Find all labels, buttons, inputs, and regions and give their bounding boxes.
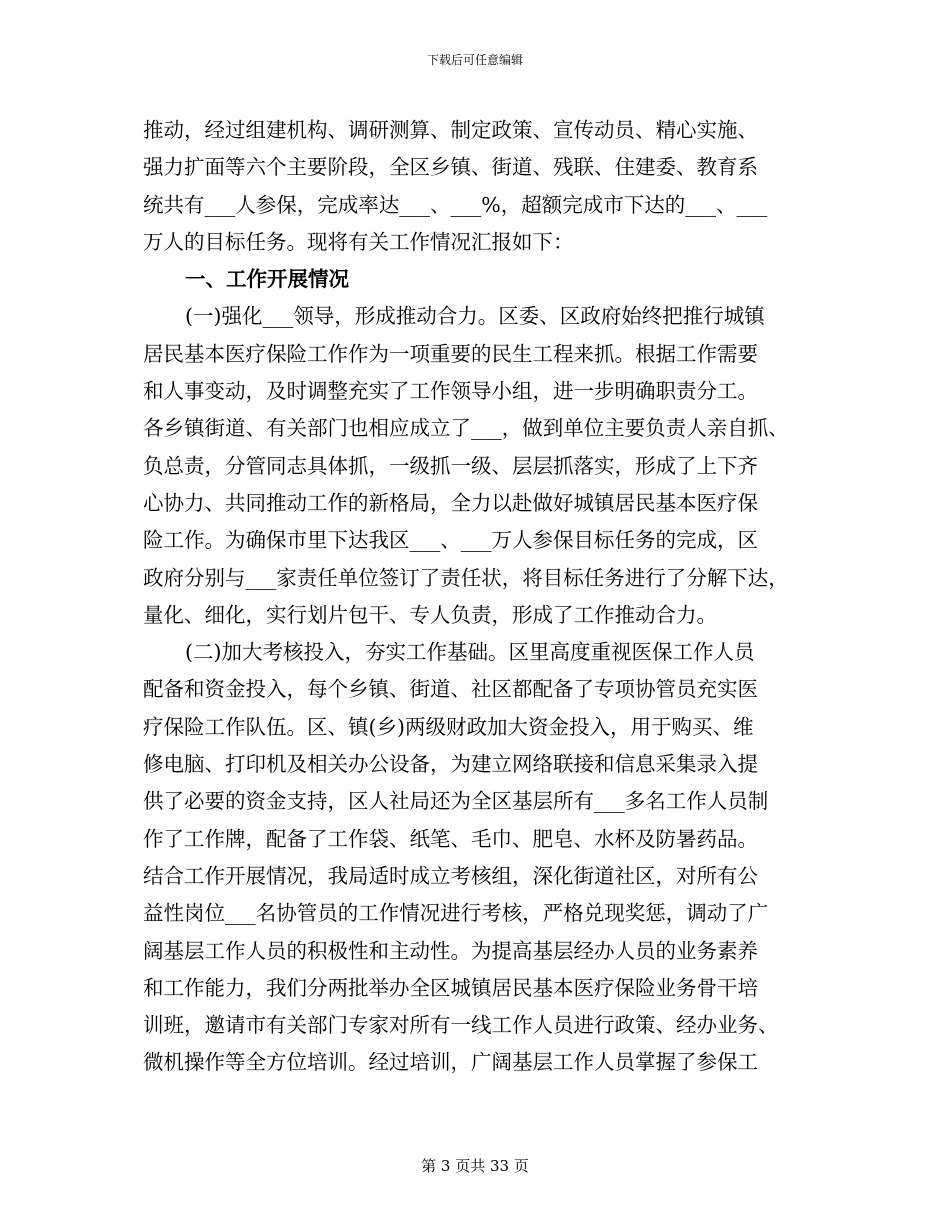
paragraph-line: 供了必要的资金支持，区人社局还为全区基层所有___多名工作人员制 <box>143 789 769 814</box>
paragraph-line: 训班，邀请市有关部门专家对所有一线工作人员进行政策、经办业务、 <box>143 1013 779 1038</box>
paragraph-line: 政府分别与___家责任单位签订了责任状，将目标任务进行了分解下达， <box>143 565 789 590</box>
document-body <box>143 112 823 1082</box>
paragraph-line: 结合工作开展情况，我局适时成立考核组，深化街道社区，对所有公 <box>143 863 758 888</box>
paragraph-line: 益性岗位___名协管员的工作情况进行考核，严格兑现奖惩，调动了广 <box>143 901 769 926</box>
paragraph-line: 各乡镇街道、有关部门也相应成立了___，做到单位主要负责人亲自抓、 <box>143 416 789 441</box>
paragraph-line: 和工作能力，我们分两批举办全区城镇居民基本医疗保险业务骨干培 <box>143 975 758 1000</box>
section-heading: 一、工作开展情况 <box>185 267 349 292</box>
paragraph-line: 统共有___人参保，完成率达___、___%，超额完成市下达的___、___ <box>143 192 768 217</box>
paragraph-line: 险工作。为确保市里下达我区___、___万人参保目标任务的完成，区 <box>143 528 758 553</box>
paragraph-line: 居民基本医疗保险工作作为一项重要的民生工程来抓。根据工作需要 <box>143 341 758 366</box>
paragraph-line: (一)强化___领导，形成推动合力。区委、区政府始终把推行城镇 <box>185 304 765 329</box>
paragraph-line: 作了工作牌，配备了工作袋、纸笔、毛巾、肥皂、水杯及防暑药品。 <box>143 826 758 851</box>
page-header: 下载后可任意编辑 <box>426 53 523 67</box>
page-footer: 第 3 页共 33 页 <box>421 1157 529 1175</box>
paragraph-line: 万人的目标任务。现将有关工作情况汇报如下： <box>143 229 574 254</box>
paragraph-line: 配备和资金投入，每个乡镇、街道、社区都配备了专项协管员充实医 <box>143 677 758 702</box>
paragraph-line: 和人事变动，及时调整充实了工作领导小组，进一步明确职责分工。 <box>143 379 758 404</box>
paragraph-line: 负总责，分管同志具体抓，一级抓一级、层层抓落实，形成了上下齐 <box>143 453 758 478</box>
paragraph-line: 阔基层工作人员的积极性和主动性。为提高基层经办人员的业务素养 <box>143 938 758 963</box>
paragraph-line: 疗保险工作队伍。区、镇(乡)两级财政加大资金投入，用于购买、维 <box>143 714 754 739</box>
paragraph-line: 微机操作等全方位培训。经过培训，广阔基层工作人员掌握了参保工 <box>143 1050 758 1075</box>
paragraph-line: 心协力、共同推动工作的新格局，全力以赴做好城镇居民基本医疗保 <box>143 490 758 515</box>
paragraph-line: 量化、细化，实行划片包干、专人负责，形成了工作推动合力。 <box>143 602 717 627</box>
paragraph-line: (二)加大考核投入，夯实工作基础。区里高度重视医保工作人员 <box>185 640 755 665</box>
paragraph-line: 强力扩面等六个主要阶段，全区乡镇、街道、残联、住建委、教育系 <box>143 155 758 180</box>
paragraph-line: 修电脑、打印机及相关办公设备，为建立网络联接和信息采集录入提 <box>143 752 758 777</box>
paragraph-line: 推动，经过组建机构、调研测算、制定政策、宣传动员、精心实施、 <box>143 118 758 142</box>
